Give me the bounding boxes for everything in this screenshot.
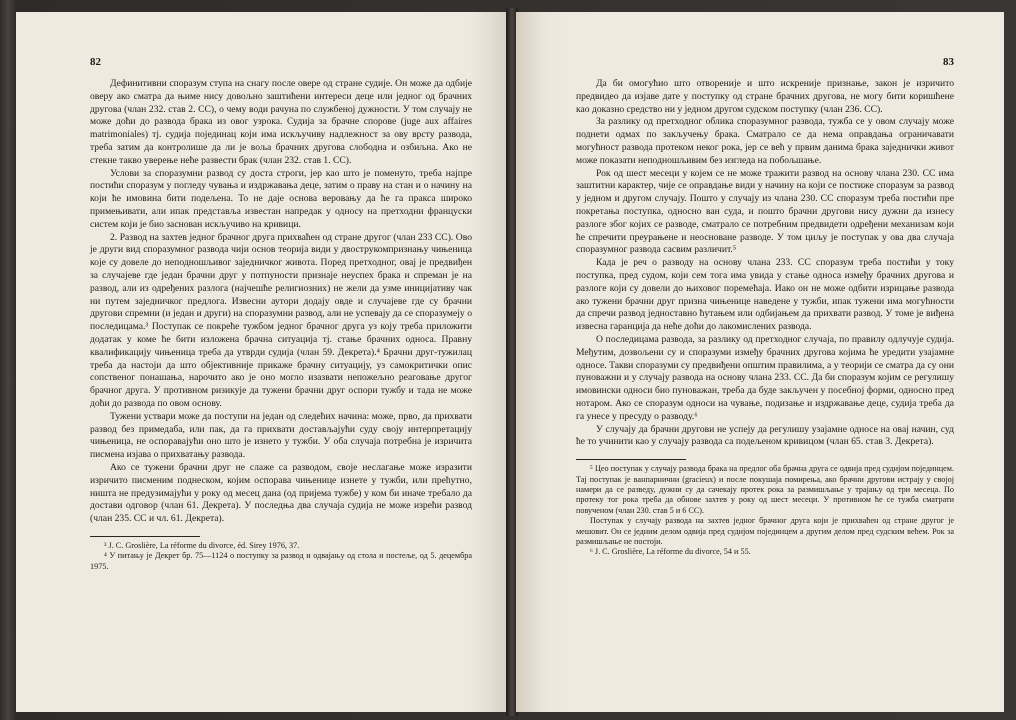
paragraph: За разлику од претходног облика споразумног развода, тужба се у овом случају може поднети одмах по закључењу брака. Сматрало се да нема оправдања ограничавати могућност развода протеком неког рока, јер се већ у првим данима брака заједнички живот може показати неподношљивим без изгледа на побољшање. (576, 116, 954, 166)
left-page-body (90, 78, 472, 572)
right-page-body (576, 78, 954, 558)
paragraph: Дефинитивни споразум ступа на снагу после овере од стране судије. Он може да одбије оверу ако сматра да њиме нису довољно заштићени интереси деце или једног од брачних другова (члан 232. став 2. СС), о чему води рачуна по службеној дужности. У том случају не може доћи до развода брака из овог узрока. Судија за брачне спорове (juge aux affaires matrimoniales) тј. судија појединац који има искључиву надлежност за ову врсту развода, треба затим да контролише да ли је воља брачних другова слободна и озбиљна. Ако не стекне такво уверење неће развести брак (члан 232. став 1. СС). (90, 78, 472, 166)
footnote: ³ J. C. Groslière, La réforme du divorce, éd. Sirey 1976, 37. (104, 540, 300, 550)
paragraph: У случају да брачни другови не успеју да регулишу узајамне односе на овај начин, суд ће то учинити као у случају развода са подељеном кривицом (члан 65. став 3. Декрета). (576, 423, 954, 448)
right-page (516, 12, 1004, 712)
paragraph: Ако се тужени брачни друг не слаже са разводом, своје неслагање може изразити изричито писменим поднеском, којим оспорава чињенице изнете у тужби, или прећутно, ништа не предузимајући у року од месец дана (од пријема тужбе) у ком би иначе требало да достави одговор (члан 61. Декрета). У последња два случаја судија не може изрећи развод (члан 235. СС и чл. 61. Декрета). (90, 461, 472, 525)
page-number: 82 (90, 56, 101, 68)
footnote-rule (576, 459, 686, 460)
paragraph: Тужени уствари може да поступи на један од следећих начина: може, прво, да прихвати развод без примедаба, или пак, да га прихвати достављајући суду своју интерпретацију чињеница, не оспоравајући оно што је изнето у тужби. У оба случаја потребна је изричита писмена изјава о прихватању развода. (90, 410, 472, 461)
footnote-rule (90, 536, 200, 537)
paragraph: Рок од шест месеци у којем се не може тражити развод на основу члана 230. СС има заштитни карактер, чије се оправдање види у начину на који се постиже споразум за развод у једном и другом случају. Пошто у случају из члана 230. СС споразум треба постићи пре покретања поступка, односно ван суда, и пошто брачни другови нису дужни да изнесу разлоге због којих се разводе, сматрало се потребним предвидети одређени механизам који ће спречити преурањене и неосноване разводе. У том циљу је поступак у ова два случаја споразумног развода сасвим различит.⁵ (576, 167, 954, 256)
left-page (16, 12, 508, 712)
paragraph: Услови за споразумни развод су доста строги, јер као што је поменуто, треба најпре постићи споразум у погледу чувања и издржавања деце, затим о праву на стан и о начину на који ће имовина бити подељена. То не даје основа веровању да ће га пракса широко примењивати, али ипак представља известан напредак у односу на претходни француски систем који је био заснован искључиво на кривици. (90, 167, 472, 230)
footnote: Поступак у случају развода на захтев једног брачног друга који је прихваћен од стране другог је мешовит. Он се једним делом одвија пред судијом појединцем а другим делом пред судским већем. Рок за размишљање не постоји. (576, 516, 954, 546)
page-number: 83 (943, 56, 954, 68)
paragraph: Да би омогућио што отвореније и што искреније признање, закон је изричито предвидео да изјаве дате у поступку од стране брачних другова, не могу бити коришћене као доказно средство ни у једном другом судском поступку (члан 236. СС). (576, 78, 954, 115)
paragraph: 2. Развод на захтев једног брачног друга прихваћен од стране другог (члан 233 СС). Ово је други вид споразумног развода чији основ теорија види у двострукомпризнању чињеница које су довеле до неподношљивог заједничког живота. Поред претходног, овај је предвиђен за случајеве где један брачни друг у потпуности признаје неуспех брака и спреман је на развод, али из одређених разлога (најчешће религиозних) не жели да узме иницијативу чак ни путем заједничког предлога. Извесни аутори додају овде и случајеве где су брачни другови спремни (и један и други) на споразумни развод, али не успевају да се споразумеју о последицама.³ Поступак се покреће тужбом једног брачног друга уз коју треба приложити додатак у коме ће бити изложена брачна ситуација тј. стање брачних односа. Правну квалификацију чињеница треба да утврди судија (члан 59. Декрета).⁴ Брачни друг-тужилац треба да настоји да што објективније прикаже брачну ситуацију, уз самокритички опис сопственог понашања, нарочито ако је оно могло изазвати непожељно реаговање другог брачног друга. У противном ризикује да тужени брачни друг оспори тужбу и тада не може доћи до развода по овом основу. (90, 231, 472, 409)
footnote: ⁵ Цео поступак у случају развода брака на предлог оба брачна друга се одвија пред судијом појединцем. Тај поступак је ванпарнични (gracieux) и после покушаја помирења, ако брачни другови истрају у својој намери да се разведу, дужни су да сачекају протек рока за размишљање у трајању од три месеца. По протеку тог рока треба да обнове захтев у року од шест месеци. У противном ће се тужба сматрати повученом (члан 230. став 5 и 6 СС). (576, 464, 954, 515)
paragraph: Када је реч о разводу на основу члана 233. СС споразум треба постићи у току поступка, пред судом, који сем тога има увида у стање односа између брачних другова и разлоге који су довели до њиховог поремећаја. Иако он не може одбити изрицање развода ако тужени брачни друг призна чињенице наведене у тужби, ипак тужени има могућности да спречи развод једноставно ћутањем или одбијањем да прихвати развод. У томе је виђена извесна гаранција да неће доћи до лакомислених развода. (576, 257, 954, 333)
footnote: ⁴ У питању је Декрет бр. 75—1124 о поступку за развод и одвајању од стола и постеље, од 5. децембра 1975. (90, 551, 472, 571)
footnote: ⁶ J. C. Groslière, La réforme du divorce, 54 и 55. (590, 547, 751, 557)
paragraph: О последицама развода, за разлику од претходног случаја, по правилу одлучује судија. Међутим, дозвољени су и споразуми између брачних другова којима ће уредити узајамне односе. Такви споразуми су предвиђени општим правилима, а у теорији се сматра да су они пуноважни и у случају развода на основу члана 233. СС. Да би споразум којим се регулишу имовински односи био пуноважан, треба да буде закључен у посебној форми, односно пред нотаром. Ако се споразум односи на чување, подизање и издржавање деце, судија треба да га унесе у пресуду о разводу.⁶ (576, 333, 954, 422)
